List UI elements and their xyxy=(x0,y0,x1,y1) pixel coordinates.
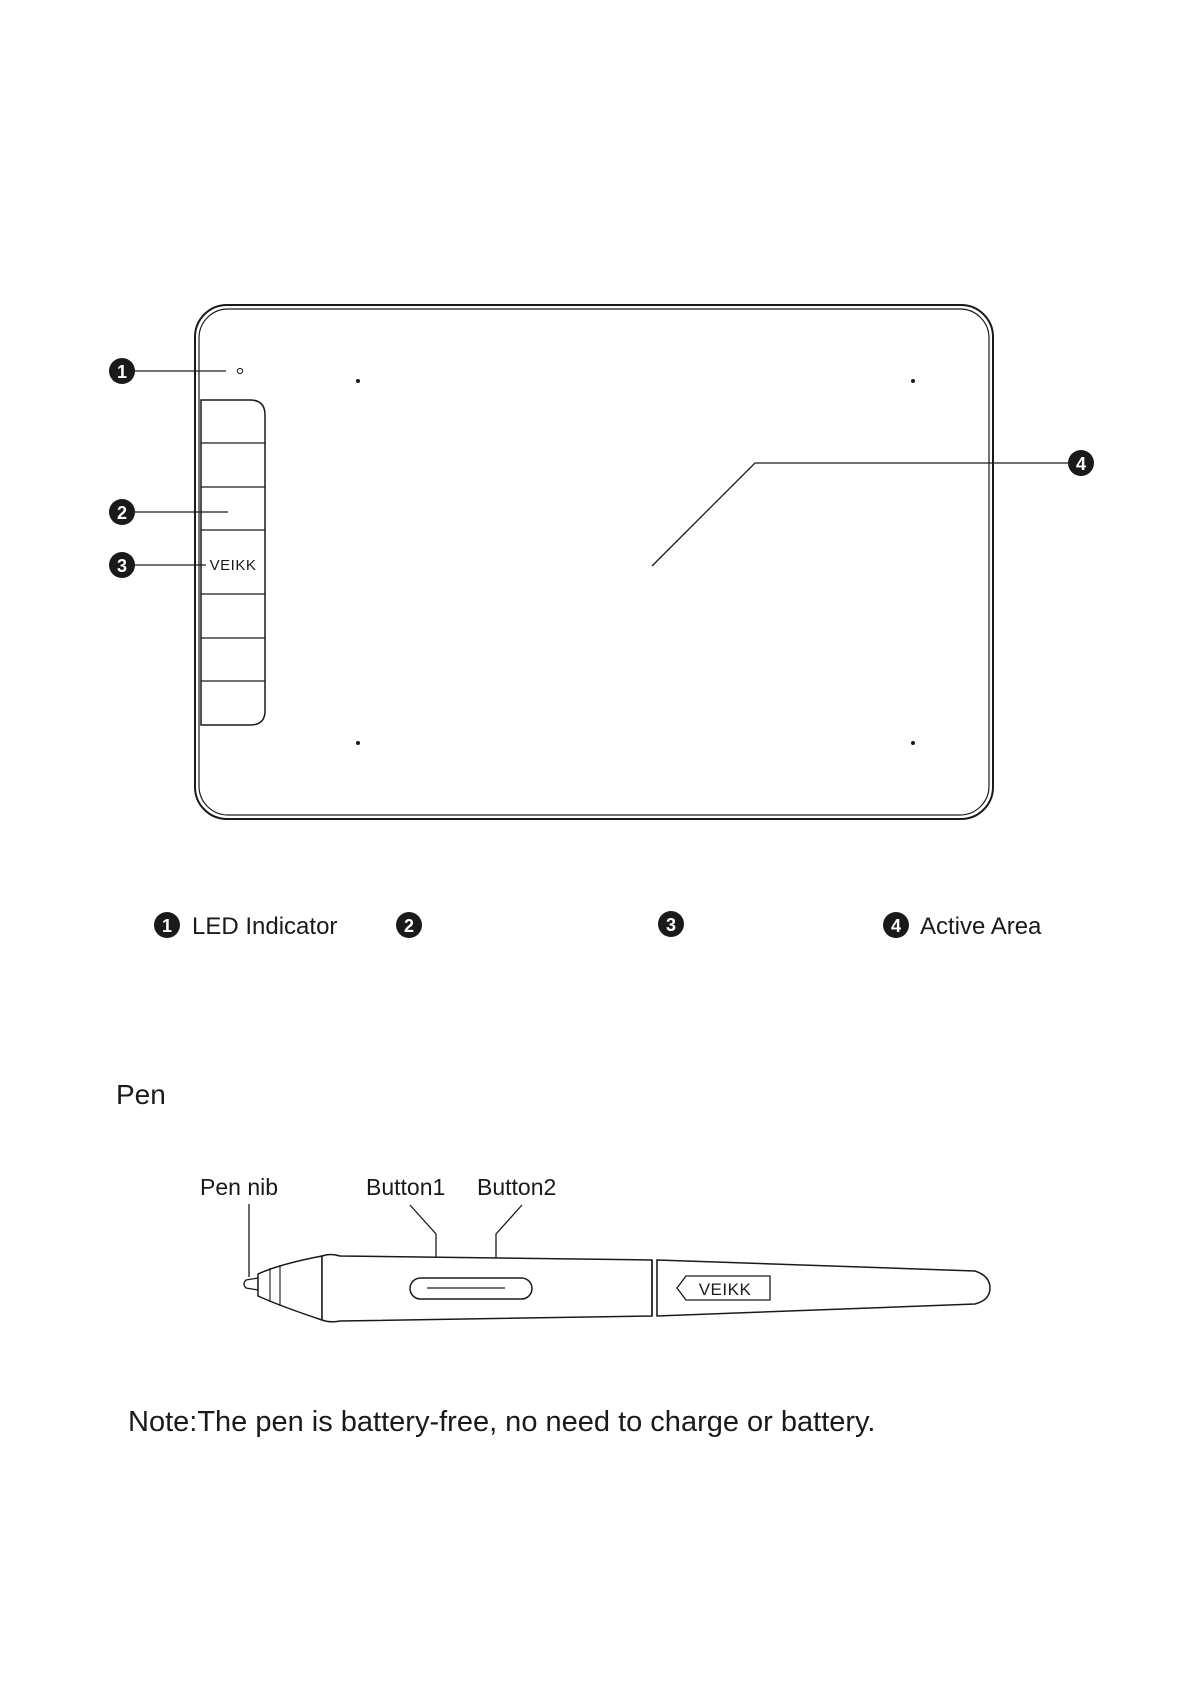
legend xyxy=(154,911,1042,940)
tablet-outer-edge xyxy=(195,305,993,819)
legend-label-led-indicator: LED Indicator xyxy=(192,913,338,940)
button2-label: Button2 xyxy=(477,1174,557,1200)
legend-item-4 xyxy=(883,912,1042,940)
legend-label-active-area: Active Area xyxy=(920,913,1042,940)
battery-note: Note:The pen is battery-free, no need to charge or battery. xyxy=(128,1406,876,1438)
callout-4-leader xyxy=(652,463,1068,566)
express-keys xyxy=(201,400,265,725)
svg-text:3: 3 xyxy=(116,556,128,576)
pen-tip-cone xyxy=(258,1256,322,1320)
svg-text:4: 4 xyxy=(890,916,902,936)
callout-1-badge xyxy=(109,358,135,384)
active-area-corner-mark xyxy=(911,379,915,383)
active-area-corner-mark xyxy=(911,741,915,745)
pen-illustration xyxy=(244,1204,990,1322)
pen-nib-label: Pen nib xyxy=(200,1174,279,1200)
legend-item-1 xyxy=(154,912,337,940)
callout-4-badge xyxy=(1068,450,1094,476)
pen-nib xyxy=(244,1278,258,1290)
tablet-illustration xyxy=(109,305,1094,819)
svg-text:3: 3 xyxy=(665,915,677,935)
pen-section-title: Pen xyxy=(116,1079,166,1110)
svg-text:2: 2 xyxy=(116,503,128,523)
active-area-corner-mark xyxy=(356,741,360,745)
active-area-corner-mark xyxy=(356,379,360,383)
tablet-inner-edge xyxy=(199,309,989,815)
legend-item-2 xyxy=(396,912,422,938)
tablet-brand-logo: VEIKK xyxy=(209,557,257,574)
svg-text:1: 1 xyxy=(161,916,173,936)
legend-item-3 xyxy=(658,911,684,937)
callout-3-badge xyxy=(109,552,135,578)
button1-label: Button1 xyxy=(366,1174,446,1200)
svg-text:1: 1 xyxy=(116,362,128,382)
led-indicator xyxy=(237,368,242,373)
svg-text:2: 2 xyxy=(403,916,415,936)
callout-2-badge xyxy=(109,499,135,525)
pen-brand-logo: VEIKK xyxy=(698,1280,752,1299)
svg-text:4: 4 xyxy=(1075,454,1087,474)
